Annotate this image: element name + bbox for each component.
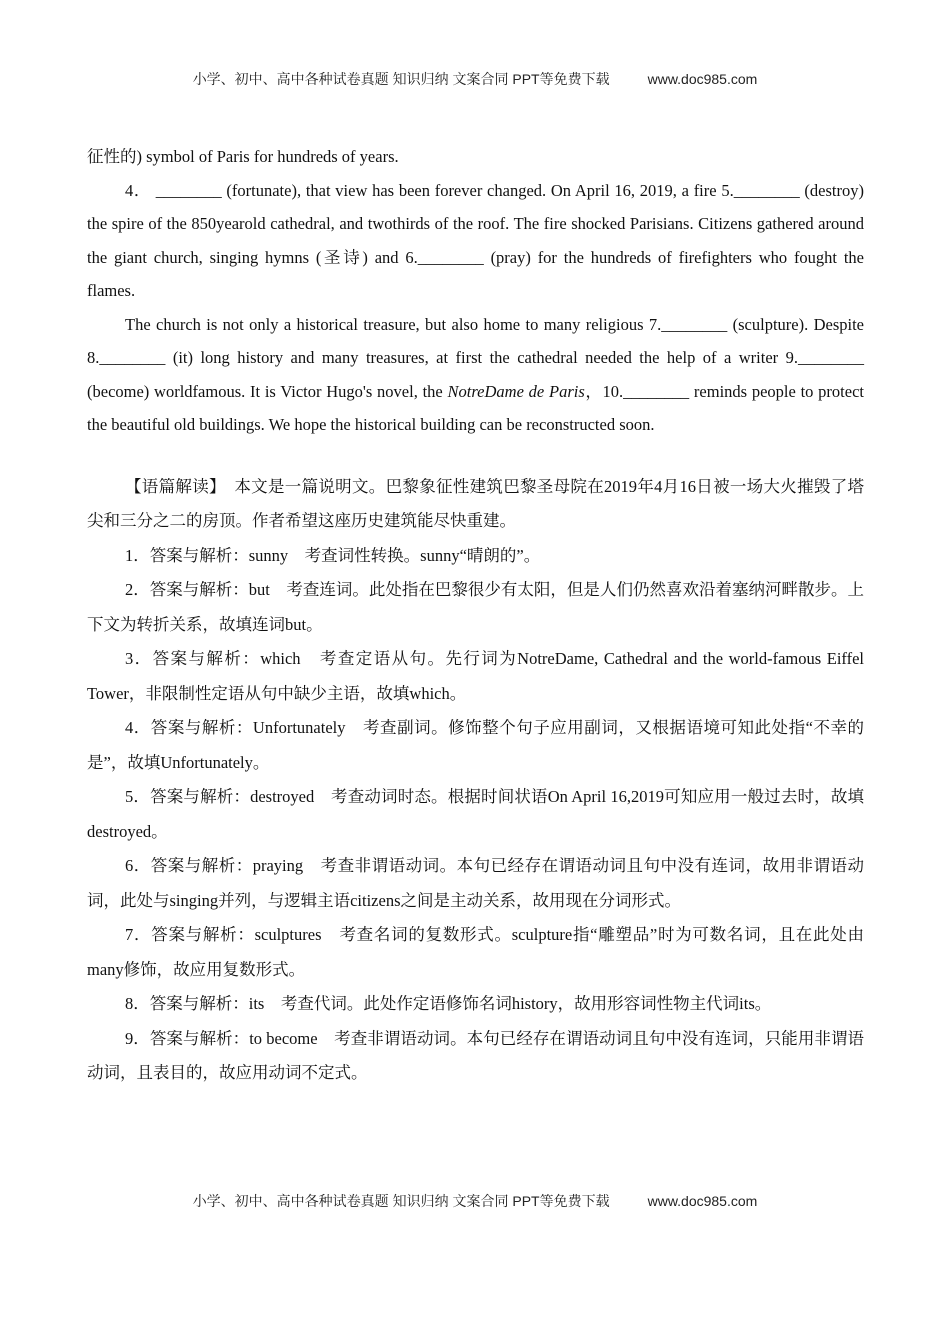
answer-item: 6．答案与解析：praying 考查非谓语动词。本句已经存在谓语动词且句中没有连词，故用非谓语动词，此处与singing并列，与逻辑主语citizens之间是主动关系，故用现在分词形式。 bbox=[87, 856, 864, 910]
answer-item: 8．答案与解析：its 考查代词。此处作定语修饰名词history，故用形容词性物主代词its。 bbox=[125, 994, 772, 1013]
passage-text: ，10.________ reminds people to protect the beautiful old buildings. We hope the historical building can be reconstructed soon. bbox=[87, 381, 864, 434]
answer-item: 5．答案与解析：destroyed 考查动词时态。根据时间状语On April 16,2019可知应用一般过去时，故填destroyed。 bbox=[87, 787, 864, 841]
page-footer bbox=[0, 1191, 950, 1211]
header-url[interactable]: www.doc985.com bbox=[647, 71, 758, 87]
passage-paragraph-2 bbox=[87, 308, 864, 442]
footer-text: 小学、初中、高中各种试卷真题 知识归纳 文案合同 PPT等免费下载 bbox=[192, 1193, 610, 1209]
answer-item: 9．答案与解析：to become 考查非谓语动词。本句已经存在谓语动词且句中没有连词，只能用非谓语动词，且表目的，故应用动词不定式。 bbox=[87, 1028, 864, 1082]
passage-paragraph-1: 4． ________ (fortunate), that view has been forever changed. On April 16, 2019, a fire 5.________ (destroy) the spire of the 850yearold cathedral, and twothirds of the roof. The fire shocked Parisians. Citizens gathered around the giant church, singing hymns (圣诗) and 6.________ (pray) for the hundreds of firefighters who fought the flames. bbox=[87, 180, 864, 300]
header-text: 小学、初中、高中各种试卷真题 知识归纳 文案合同 PPT等免费下载 bbox=[192, 71, 610, 87]
answer-item: 4．答案与解析：Unfortunately 考查副词。修饰整个句子应用副词，又根据语境可知此处指“不幸的是”，故填Unfortunately。 bbox=[87, 718, 864, 772]
answer-item: 1．答案与解析：sunny 考查词性转换。sunny“晴朗的”。 bbox=[125, 545, 541, 565]
book-title: NotreDame de Paris bbox=[447, 381, 585, 401]
passage-text: The church is not only a historical treasure, but also home to many religious 7.________ (sculpture). Despite 8.________ (it) long history and many treasures, at first the cathedral needed the help of a writer 9.________ (become) worldfamous. It is Victor Hugo's novel, the bbox=[87, 314, 864, 401]
page-header bbox=[0, 69, 950, 89]
passage-paragraph-0: 征性的) symbol of Paris for hundreds of years. bbox=[87, 147, 399, 166]
document-body bbox=[87, 140, 864, 1091]
footer-url[interactable]: www.doc985.com bbox=[647, 1193, 758, 1209]
spacer bbox=[87, 442, 864, 470]
answer-item: 3．答案与解析：which 考查定语从句。先行词为NotreDame, Cathedral and the world-famous Eiffel Tower，非限制性定语从句中缺少主语，故填which。 bbox=[87, 649, 864, 703]
analysis-summary: 【语篇解读】 本文是一篇说明文。巴黎象征性建筑巴黎圣母院在2019年4月16日被一场大火摧毁了塔尖和三分之二的房顶。作者希望这座历史建筑能尽快重建。 bbox=[87, 476, 864, 530]
answer-item: 2．答案与解析：but 考查连词。此处指在巴黎很少有太阳，但是人们仍然喜欢沿着塞纳河畔散步。上下文为转折关系，故填连词but。 bbox=[87, 580, 864, 634]
answer-item: 7．答案与解析：sculptures 考查名词的复数形式。sculpture指“雕塑品”时为可数名词，且在此处由many修饰，故应用复数形式。 bbox=[87, 925, 864, 979]
